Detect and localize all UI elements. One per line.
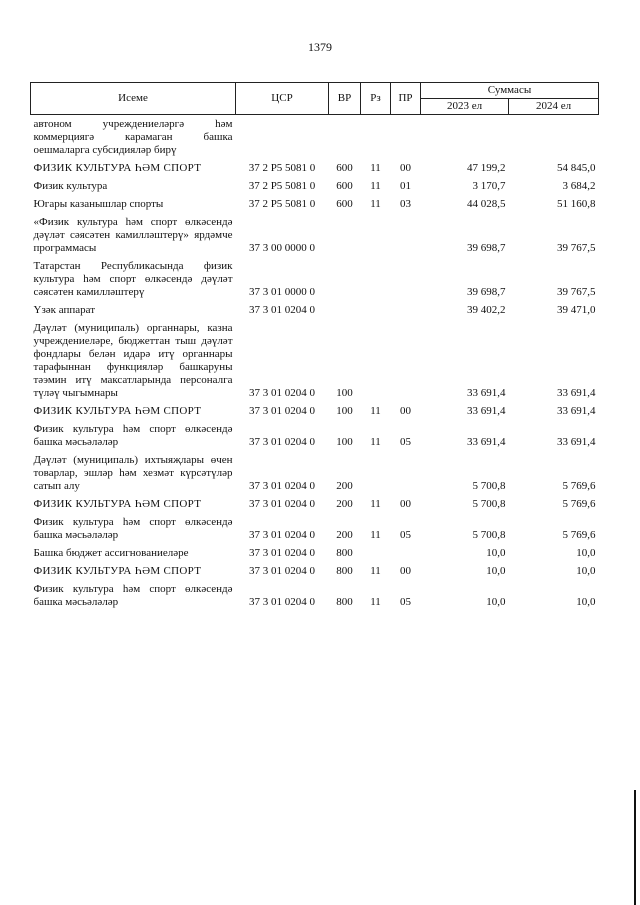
row-amount-2024: 39 767,5 [557, 286, 596, 298]
row-name: ФИЗИК КУЛЬТУРА ҺӘМ СПОРТ [33, 162, 202, 174]
row-csr: 37 3 01 0204 0 [249, 436, 315, 448]
row-amount-2023 [421, 115, 509, 160]
row-amount-2023: 39 402,2 [467, 304, 506, 316]
row-rz: 11 [370, 436, 381, 448]
row-amount-2024: 51 160,8 [557, 198, 596, 210]
row-pr [391, 213, 421, 257]
row-name: ФИЗИК КУЛЬТУРА ҺӘМ СПОРТ [33, 565, 202, 577]
row-name: Башка бюджет ассигнованиеләре [33, 547, 189, 559]
row-pr [391, 451, 421, 495]
row-name: ФИЗИК КУЛЬТУРА ҺӘМ СПОРТ [33, 498, 202, 510]
row-pr [391, 301, 421, 319]
row-csr: 37 2 P5 5081 0 [248, 162, 316, 174]
row-name: Үзәк аппарат [33, 304, 96, 316]
row-amount-2024: 10,0 [576, 565, 596, 577]
row-name: «Физик культура һәм спорт өлкәсендә дәүләт сәясәтен камилләштерү» ярдәмче программасы [33, 216, 233, 254]
row-pr: 00 [400, 498, 411, 510]
row-vr: 600 [336, 198, 353, 210]
row-rz: 11 [370, 529, 381, 541]
header-pr: ПР [391, 83, 421, 115]
table-row [31, 544, 599, 562]
page-number: 1379 [308, 40, 332, 54]
table-row [31, 562, 599, 580]
row-vr [329, 301, 361, 319]
row-csr: 37 3 01 0204 0 [249, 387, 315, 399]
row-name: Дәүләт (муниципаль) ихтыяҗлары өчен товарлар, эшләр һәм хезмәт күрсәтүләр сатып алу [33, 454, 233, 492]
row-vr: 100 [336, 387, 353, 399]
row-name: Физик культура һәм спорт өлкәсендә башка мәсьәләләр [33, 583, 233, 608]
header-year-2024: 2024 ел [509, 99, 599, 115]
row-rz [361, 301, 391, 319]
table-body [31, 115, 599, 612]
table-row [31, 159, 599, 177]
table-row [31, 580, 599, 611]
row-amount-2023: 33 691,4 [467, 387, 506, 399]
table-row [31, 257, 599, 301]
header-rz: Рз [361, 83, 391, 115]
row-pr: 00 [400, 162, 411, 174]
row-name: Физик культура һәм спорт өлкәсендә башка мәсьәләләр [33, 423, 233, 448]
budget-table [30, 82, 599, 611]
row-pr: 03 [400, 198, 411, 210]
row-rz [361, 213, 391, 257]
row-csr: 37 3 01 0204 0 [249, 547, 315, 559]
row-pr: 00 [400, 565, 411, 577]
row-amount-2023: 5 700,8 [472, 480, 506, 492]
row-pr [391, 319, 421, 402]
row-pr: 05 [400, 529, 411, 541]
row-pr: 01 [400, 180, 411, 192]
row-amount-2024: 33 691,4 [557, 405, 596, 417]
row-vr [329, 213, 361, 257]
row-csr: 37 3 01 0204 0 [249, 304, 315, 316]
header-name: Исеме [31, 83, 236, 115]
row-amount-2024: 3 684,2 [562, 180, 596, 192]
table-row [31, 402, 599, 420]
row-vr: 800 [336, 565, 353, 577]
table-row [31, 513, 599, 544]
row-vr: 200 [336, 480, 353, 492]
row-amount-2024: 5 769,6 [562, 529, 596, 541]
row-rz [361, 319, 391, 402]
table-row [31, 495, 599, 513]
row-vr: 100 [336, 436, 353, 448]
row-name: автоном учреждениеләргә һәм коммерциягә карамаган башка оешмаларга субсидияләр бирү [33, 118, 233, 156]
row-rz [361, 115, 391, 160]
row-rz [361, 257, 391, 301]
table-row [31, 213, 599, 257]
row-amount-2023: 3 170,7 [472, 180, 506, 192]
row-vr: 800 [336, 596, 353, 608]
header-year-2023: 2023 ел [421, 99, 509, 115]
scan-edge-line [634, 790, 636, 905]
row-pr [391, 257, 421, 301]
header-sums: Суммасы [421, 83, 599, 99]
row-name: ФИЗИК КУЛЬТУРА ҺӘМ СПОРТ [33, 405, 202, 417]
row-amount-2023: 10,0 [486, 596, 506, 608]
row-rz: 11 [370, 162, 381, 174]
row-vr: 600 [336, 180, 353, 192]
row-vr: 100 [336, 405, 353, 417]
row-csr: 37 2 P5 5081 0 [248, 198, 316, 210]
row-amount-2023: 5 700,8 [472, 529, 506, 541]
row-amount-2024: 10,0 [576, 547, 596, 559]
row-csr: 37 3 01 0204 0 [249, 565, 315, 577]
row-csr: 37 3 01 0204 0 [249, 405, 315, 417]
row-pr [391, 544, 421, 562]
row-csr: 37 3 01 0000 0 [249, 286, 315, 298]
row-rz: 11 [370, 596, 381, 608]
row-amount-2024: 33 691,4 [557, 387, 596, 399]
row-amount-2023: 33 691,4 [467, 405, 506, 417]
row-name: Югары казанышлар спорты [33, 198, 164, 210]
row-amount-2023: 33 691,4 [467, 436, 506, 448]
row-csr: 37 2 P5 5081 0 [248, 180, 316, 192]
row-pr: 05 [400, 436, 411, 448]
table-row [31, 195, 599, 213]
row-amount-2023: 5 700,8 [472, 498, 506, 510]
table-row [31, 177, 599, 195]
row-csr: 37 3 01 0204 0 [249, 529, 315, 541]
row-vr: 200 [336, 529, 353, 541]
row-name: Татарстан Республикасында физик культура һәм спорт өлкәсендә дәүләт сәясәтен камилләштерү [33, 260, 233, 298]
row-vr: 800 [336, 547, 353, 559]
row-vr: 200 [336, 498, 353, 510]
row-rz [361, 544, 391, 562]
row-name: Физик культура [33, 180, 108, 192]
row-amount-2024: 54 845,0 [557, 162, 596, 174]
row-amount-2024: 10,0 [576, 596, 596, 608]
table-row [31, 420, 599, 451]
row-csr: 37 3 00 0000 0 [249, 242, 315, 254]
row-amount-2024: 5 769,6 [562, 498, 596, 510]
row-amount-2023: 44 028,5 [467, 198, 506, 210]
row-pr: 05 [400, 596, 411, 608]
row-pr [391, 115, 421, 160]
table-row [31, 301, 599, 319]
row-rz: 11 [370, 405, 381, 417]
row-csr [236, 115, 329, 160]
table-row [31, 451, 599, 495]
row-amount-2023: 10,0 [486, 547, 506, 559]
row-amount-2024: 33 691,4 [557, 436, 596, 448]
row-vr [329, 115, 361, 160]
header-vr: ВР [329, 83, 361, 115]
row-rz: 11 [370, 198, 381, 210]
row-pr: 00 [400, 405, 411, 417]
row-rz: 11 [370, 498, 381, 510]
row-csr: 37 3 01 0204 0 [249, 596, 315, 608]
table-row [31, 319, 599, 402]
row-csr: 37 3 01 0204 0 [249, 498, 315, 510]
row-amount-2024: 39 767,5 [557, 242, 596, 254]
row-rz: 11 [370, 565, 381, 577]
row-name: Физик культура һәм спорт өлкәсендә башка мәсьәләләр [33, 516, 233, 541]
row-amount-2024 [509, 115, 599, 160]
row-rz [361, 451, 391, 495]
row-amount-2024: 39 471,0 [557, 304, 596, 316]
row-amount-2023: 39 698,7 [467, 242, 506, 254]
row-vr [329, 257, 361, 301]
row-amount-2023: 47 199,2 [467, 162, 506, 174]
row-amount-2023: 39 698,7 [467, 286, 506, 298]
header-csr: ЦСР [236, 83, 329, 115]
row-amount-2023: 10,0 [486, 565, 506, 577]
row-amount-2024: 5 769,6 [562, 480, 596, 492]
table-row [31, 115, 599, 160]
row-name: Дәүләт (муниципаль) органнары, казна учреждениеләре, бюджеттан тыш дәүләт фондлары белән идарә итү органнары тарафыннан функцияләр башкаруны тәэмин итү максатларында персоналга түләү чыгымнары [33, 322, 233, 399]
row-vr: 600 [336, 162, 353, 174]
row-rz: 11 [370, 180, 381, 192]
table-header [31, 83, 599, 115]
row-csr: 37 3 01 0204 0 [249, 480, 315, 492]
